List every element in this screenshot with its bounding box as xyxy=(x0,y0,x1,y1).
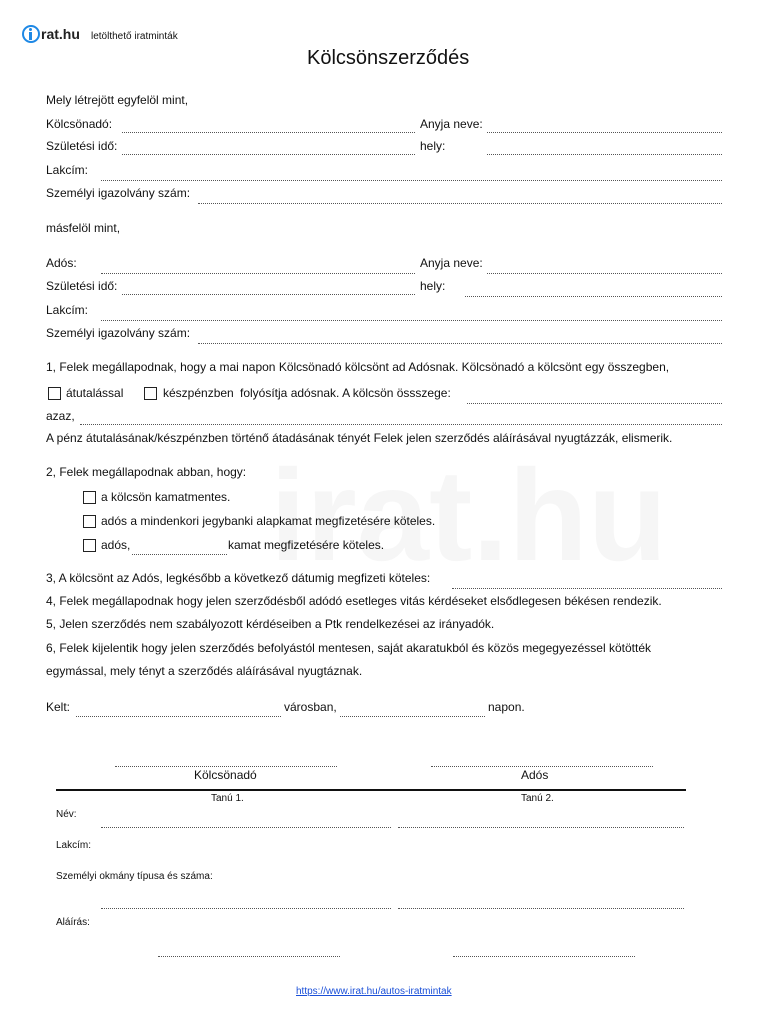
loan-amount-field[interactable] xyxy=(467,403,722,404)
lender-address-field[interactable] xyxy=(101,180,722,181)
interest-free-checkbox[interactable] xyxy=(83,491,96,504)
borrower-mother-label: Anyja neve: xyxy=(420,256,483,270)
witness2-name-field[interactable] xyxy=(398,827,684,828)
clause1-after: folyósítja adósnak. A kölcsön össszege: xyxy=(240,386,451,400)
logo-text[interactable]: rat.hu xyxy=(41,26,80,42)
lender-place-label: hely: xyxy=(420,139,446,153)
clause2-text: 2, Felek megállapodnak abban, hogy: xyxy=(46,465,247,479)
custom-rate-field[interactable] xyxy=(132,554,227,555)
lender-id-label: Személyi igazolvány szám: xyxy=(46,186,191,200)
witness2-signature-field[interactable] xyxy=(453,956,635,957)
kelt-label: Kelt: xyxy=(46,700,71,714)
clause1-text: 1, Felek megállapodnak, hogy a mai napon Kölcsönadó kölcsönt ad Adósnak. Kölcsönadó a kölcsönt egy összegben, xyxy=(46,360,670,374)
kelt-city-label: városban, xyxy=(284,700,337,714)
irat-logo-icon[interactable] xyxy=(22,25,40,43)
borrower-place-label: hely: xyxy=(420,279,446,293)
borrower-mother-field[interactable] xyxy=(487,273,722,274)
borrower-name-field[interactable] xyxy=(101,273,415,274)
borrower-id-field[interactable] xyxy=(198,343,722,344)
lender-birth-label: Születési idő: xyxy=(46,139,118,153)
borrower-signature-line[interactable] xyxy=(431,766,653,767)
clause5-text: 5, Jelen szerződés nem szabályozott kérdéseiben a Ptk rendelkezései az irányadók. xyxy=(46,617,495,631)
party2-intro: másfelöl mint, xyxy=(46,221,121,235)
tagline: letölthető iratminták xyxy=(91,31,178,42)
borrower-label: Adós: xyxy=(46,256,77,270)
lender-name-field[interactable] xyxy=(122,132,415,133)
lender-id-field[interactable] xyxy=(198,203,722,204)
party1-intro: Mely létrejött egyfelöl mint, xyxy=(46,93,189,107)
document-title: Kölcsönszerződés xyxy=(307,47,470,69)
lender-signature-label: Kölcsönadó xyxy=(194,768,257,782)
custom-rate-label-a: adós, xyxy=(101,538,131,552)
lender-mother-field[interactable] xyxy=(487,132,722,133)
lender-signature-line[interactable] xyxy=(115,766,337,767)
witness1-name-field[interactable] xyxy=(101,827,391,828)
custom-rate-checkbox[interactable] xyxy=(83,539,96,552)
borrower-address-label: Lakcím: xyxy=(46,303,89,317)
witness-address-label: Lakcím: xyxy=(56,840,92,851)
witness1-doc-field[interactable] xyxy=(101,908,391,909)
clause1-ack: A pénz átutalásának/készpénzben történő átadásának tényét Felek jelen szerződés aláírásával nyugtázzák, elismerik. xyxy=(46,431,673,445)
witness1-signature-field[interactable] xyxy=(158,956,340,957)
due-date-field[interactable] xyxy=(452,588,722,589)
borrower-signature-label: Adós xyxy=(521,768,549,782)
transfer-label: átutalással xyxy=(66,386,124,400)
divider xyxy=(56,789,686,791)
borrower-address-field[interactable] xyxy=(101,320,722,321)
borrower-birth-label: Születési idő: xyxy=(46,279,118,293)
kelt-city-field[interactable] xyxy=(76,716,281,717)
clause6-text-a: 6, Felek kijelentik hogy jelen szerződés befolyástól mentesen, saját akaratukból és közös megegyezéssel kötötték xyxy=(46,641,651,655)
borrower-place-field[interactable] xyxy=(465,296,722,297)
witness1-label: Tanú 1. xyxy=(211,793,244,804)
interest-free-label: a kölcsön kamatmentes. xyxy=(101,490,231,504)
witness-doc-label: Személyi okmány típusa és száma: xyxy=(56,871,213,882)
footer-link[interactable]: https://www.irat.hu/autos-iratmintak xyxy=(296,986,452,997)
base-rate-label: adós a mindenkori jegybanki alapkamat megfizetésére köteles. xyxy=(101,514,436,528)
transfer-checkbox[interactable] xyxy=(48,387,61,400)
lender-birth-field[interactable] xyxy=(122,154,415,155)
custom-rate-label-b: kamat megfizetésére köteles. xyxy=(228,538,385,552)
cash-checkbox[interactable] xyxy=(144,387,157,400)
witness-sign-label: Aláírás: xyxy=(56,917,90,928)
kelt-date-field[interactable] xyxy=(340,716,485,717)
borrower-birth-field[interactable] xyxy=(122,294,415,295)
lender-mother-label: Anyja neve: xyxy=(420,117,483,131)
clause3-text: 3, A kölcsönt az Adós, legkésőbb a következő dátumig megfizeti köteles: xyxy=(46,571,431,585)
kelt-day-label: napon. xyxy=(488,700,525,714)
witness2-label: Tanú 2. xyxy=(521,793,554,804)
lender-place-field[interactable] xyxy=(487,154,722,155)
amount-in-words-field[interactable] xyxy=(80,424,722,425)
lender-address-label: Lakcím: xyxy=(46,163,89,177)
cash-label: készpénzben xyxy=(163,386,234,400)
lender-label: Kölcsönadó: xyxy=(46,117,113,131)
witness2-doc-field[interactable] xyxy=(398,908,684,909)
borrower-id-label: Személyi igazolvány szám: xyxy=(46,326,191,340)
azaz-label: azaz, xyxy=(46,409,75,423)
clause4-text: 4, Felek megállapodnak hogy jelen szerződésből adódó esetleges vitás kérdéseket elsődlegesen békésen rendezik. xyxy=(46,594,662,608)
witness-name-label: Név: xyxy=(56,809,77,820)
base-rate-checkbox[interactable] xyxy=(83,515,96,528)
clause6-text-b: egymással, mely tényt a szerződés aláírásával nyugtáznak. xyxy=(46,664,363,678)
